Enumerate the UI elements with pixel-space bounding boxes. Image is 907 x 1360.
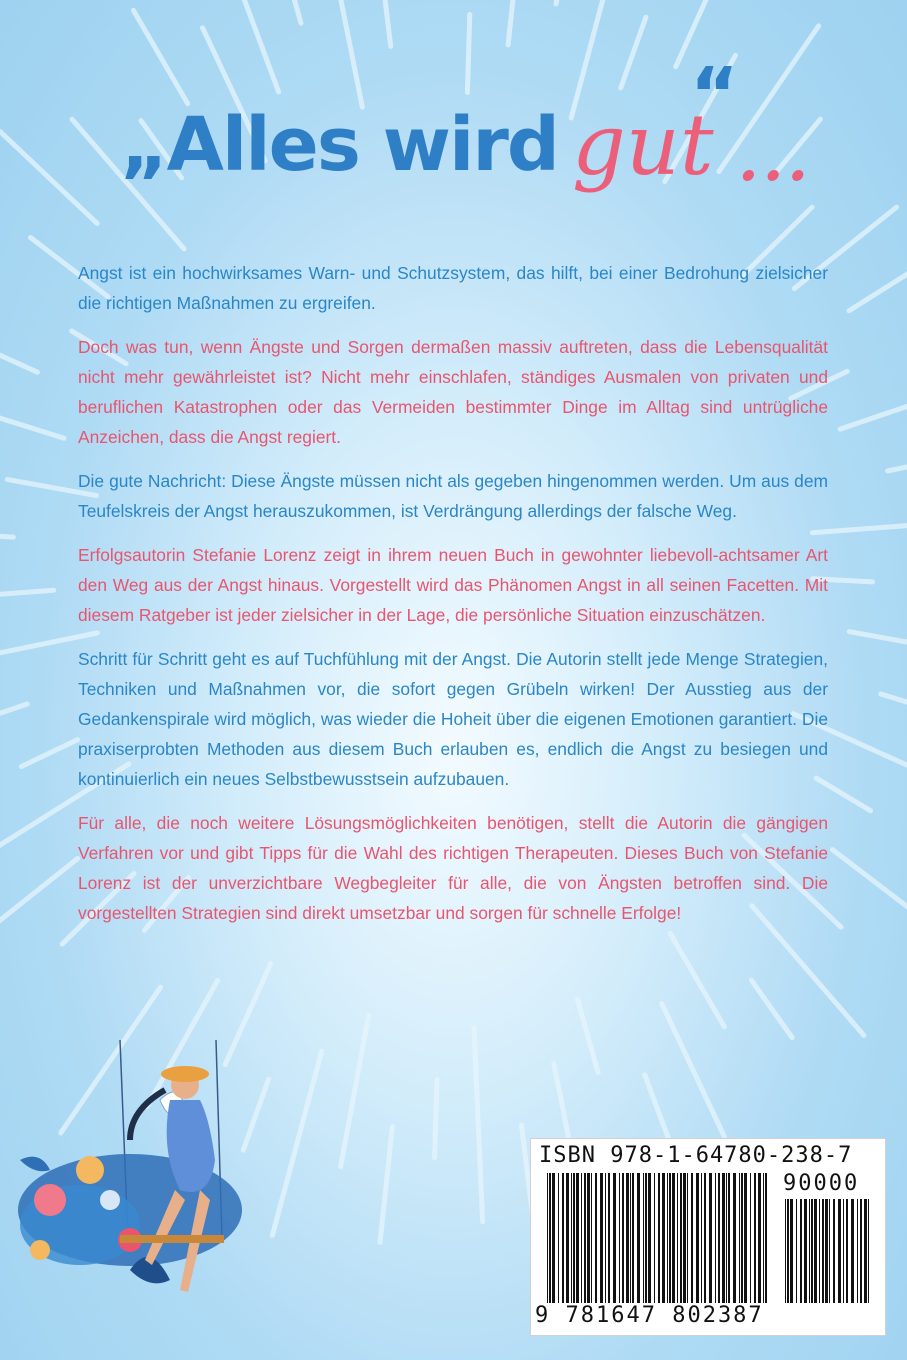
ray [280, 0, 301, 23]
barcode-bar [637, 1173, 640, 1303]
ray [621, 17, 646, 88]
barcode-bar [549, 1173, 551, 1303]
ray [881, 694, 907, 731]
barcode-bar [811, 1199, 813, 1303]
barcode-bar [750, 1173, 751, 1303]
ray [556, 0, 584, 4]
barcode-bar [804, 1199, 807, 1303]
ray [0, 132, 97, 224]
barcode-bar [595, 1173, 597, 1303]
isbn-label: ISBN 978-1-64780-238-7 [539, 1143, 853, 1168]
barcode-bar [800, 1199, 802, 1303]
ray [577, 999, 598, 1072]
title-main: „Alles wird [120, 102, 558, 188]
barcode-bar [758, 1173, 761, 1303]
ray [670, 933, 724, 1026]
barcode-bar [547, 1173, 548, 1303]
paragraph-6: Für alle, die noch weitere Lösungsmöglichkeiten benötigen, stellt die Autorin die gängigen Verfahren vor und gibt Tipps für die Wahl des richtigen Therapeuten. Dieses Buch von Stefanie Lorenz ist der unverzichtbare Wegbegleiter für alle, die von Ängsten betroffen sind. Die vorgestellten Strategien sind direkt umsetzbar und sorgen für schnelle Erfolge! [78, 813, 828, 923]
barcode-bar [648, 1173, 651, 1303]
barcode-bar [843, 1199, 844, 1303]
barcode-bar [754, 1173, 756, 1303]
barcode-bar [701, 1173, 702, 1303]
barcode-bars [547, 1173, 769, 1303]
barcode-bar [587, 1173, 590, 1303]
barcode-bar [728, 1173, 730, 1303]
barcode-bar [814, 1199, 817, 1303]
barcode-bar [857, 1199, 858, 1303]
ray [467, 14, 469, 92]
barcode-bar [581, 1173, 582, 1303]
ray [213, 0, 278, 92]
barcode-bar [658, 1173, 660, 1303]
barcode-bar [591, 1173, 592, 1303]
barcode-bar [787, 1199, 789, 1303]
barcode-bar [558, 1173, 559, 1303]
barcode-bar [632, 1173, 634, 1303]
isbn-barcode [530, 1138, 886, 1336]
woman-on-swing-illustration [10, 1040, 250, 1330]
barcode-bar [715, 1173, 716, 1303]
barcode-bar [868, 1199, 869, 1303]
barcode-bar [584, 1173, 586, 1303]
barcode-bar [733, 1173, 736, 1303]
barcode-bar [825, 1199, 828, 1303]
barcode-bar [741, 1173, 743, 1303]
barcode-bar [785, 1199, 786, 1303]
ray [474, 1027, 483, 1222]
ray [380, 1127, 392, 1243]
ray [272, 1051, 321, 1235]
barcode-bar [571, 1173, 572, 1303]
barcode-bar [726, 1173, 727, 1303]
barcode-bar [691, 1173, 693, 1303]
barcode-bar [722, 1173, 725, 1303]
paragraph-1: Angst ist ein hochwirksames Warn- und Schutzsystem, das hilft, bei einer Bedrohung zielsicher die richtigen Maßnahmen zu ergreifen. [78, 263, 828, 313]
barcode-bar [851, 1199, 854, 1303]
ray [888, 447, 907, 471]
barcode-bar [687, 1173, 688, 1303]
barcode-bar [809, 1199, 810, 1303]
barcode-bar [654, 1173, 655, 1303]
barcode-bar [576, 1173, 579, 1303]
barcode-bar [662, 1173, 665, 1303]
barcode-bar [790, 1199, 793, 1303]
barcode-bar [622, 1173, 624, 1303]
barcode-bar [672, 1173, 675, 1303]
barcode-bar [833, 1199, 835, 1303]
ray [0, 590, 54, 601]
title-accent-word: gut [572, 96, 714, 194]
barcode-bar [704, 1173, 706, 1303]
barcode-bar [552, 1173, 555, 1303]
barcode-bar [829, 1199, 830, 1303]
barcode-bar [669, 1173, 671, 1303]
barcode-bar [765, 1173, 767, 1303]
ray [0, 704, 27, 733]
title-ellipsis: ... [735, 102, 810, 200]
barcode-bar [744, 1173, 747, 1303]
ray [0, 402, 64, 439]
barcode-bar [683, 1173, 686, 1303]
barcode-bar [613, 1173, 616, 1303]
barcode-bar [605, 1173, 606, 1303]
barcode-bar [718, 1173, 720, 1303]
ray [751, 980, 792, 1037]
barcode-bar [566, 1173, 569, 1303]
blurb-text [78, 258, 828, 942]
ray [0, 308, 37, 372]
barcode-bar [573, 1173, 575, 1303]
ray [341, 1015, 369, 1167]
barcode-bar [667, 1173, 668, 1303]
barcode-bar [838, 1199, 841, 1303]
ray [849, 632, 907, 648]
barcode-bar [864, 1199, 867, 1303]
barcode-bar [643, 1173, 644, 1303]
ray [133, 10, 187, 103]
barcode-bar [608, 1173, 610, 1303]
barcode-bar [860, 1199, 862, 1303]
barcode-bar [626, 1173, 629, 1303]
barcode-bar [819, 1199, 820, 1303]
barcode-bar [630, 1173, 631, 1303]
barcode-bar [822, 1199, 824, 1303]
paragraph-3: Die gute Nachricht: Diese Ängste müssen nicht als gegeben hingenommen werden. Um aus dem Teufelskreis der Angst herauszukommen, ist Verdrängung allerdings der falsche Weg. [78, 471, 828, 521]
ray [21, 740, 77, 767]
barcode-bar [696, 1173, 699, 1303]
barcode-bar [739, 1173, 740, 1303]
barcode-bar [677, 1173, 678, 1303]
barcode-bar [846, 1199, 848, 1303]
ray [662, 1004, 725, 1137]
barcode-digits: 9 781647 802387 [535, 1303, 764, 1328]
ray [435, 1080, 437, 1158]
barcode-bar [763, 1173, 764, 1303]
barcode-bar [600, 1173, 603, 1303]
barcode-bar [619, 1173, 620, 1303]
ray [0, 534, 13, 537]
ray [372, 0, 391, 46]
barcode-bar [796, 1199, 797, 1303]
paragraph-5: Schritt für Schritt geht es auf Tuchfühlung mit der Angst. Die Autorin stellt jede Menge Strategien, Techniken und Maßnahmen vor, die sofort gegen Grübeln wirken! Der Ausstieg aus der Gedankenspirale wird möglich, was wieder die Hoheit über die eigenen Emotionen garantiert. Die praxiserprobten Methoden aus diesem Buch erlauben es, endlich die Angst zu besiegen und kontinuierlich ein neues Selbstbewusstsein aufzubauen. [78, 649, 828, 789]
book-title [120, 52, 820, 212]
barcode-bar [645, 1173, 647, 1303]
ray [840, 400, 907, 429]
barcode-bar [680, 1173, 682, 1303]
ray [508, 0, 520, 45]
ray [0, 859, 78, 940]
addon-barcode-bars [785, 1199, 871, 1303]
price-code: 90000 [783, 1171, 860, 1196]
ray [832, 850, 907, 909]
paragraph-2: Doch was tun, wenn Ängste und Sorgen dermaßen massiv auftreten, dass die Lebensqualität nicht mehr gewährleistet ist? Nicht mehr einschlafen, ständiges Ausmalen von privaten und beruflichen Katastrophen oder das Vermeiden bestimmter Dinge im Alltag sind untrügliche Anzeichen, dass die Angst regiert. [78, 337, 828, 447]
barcode-bar [709, 1173, 712, 1303]
title-close-quote: “ [690, 52, 737, 138]
paragraph-4: Erfolgsautorin Stefanie Lorenz zeigt in ihrem neuen Buch in gewohnter liebevoll-achtsamer Art den Weg aus der Angst hinaus. Vorgestellt wird das Phänomen Angst in all seinen Facetten. Mit diesem Ratgeber ist jeder zielsicher in der Lage, die persönliche Situation einzuschätzen. [78, 545, 828, 625]
barcode-bar [562, 1173, 564, 1303]
